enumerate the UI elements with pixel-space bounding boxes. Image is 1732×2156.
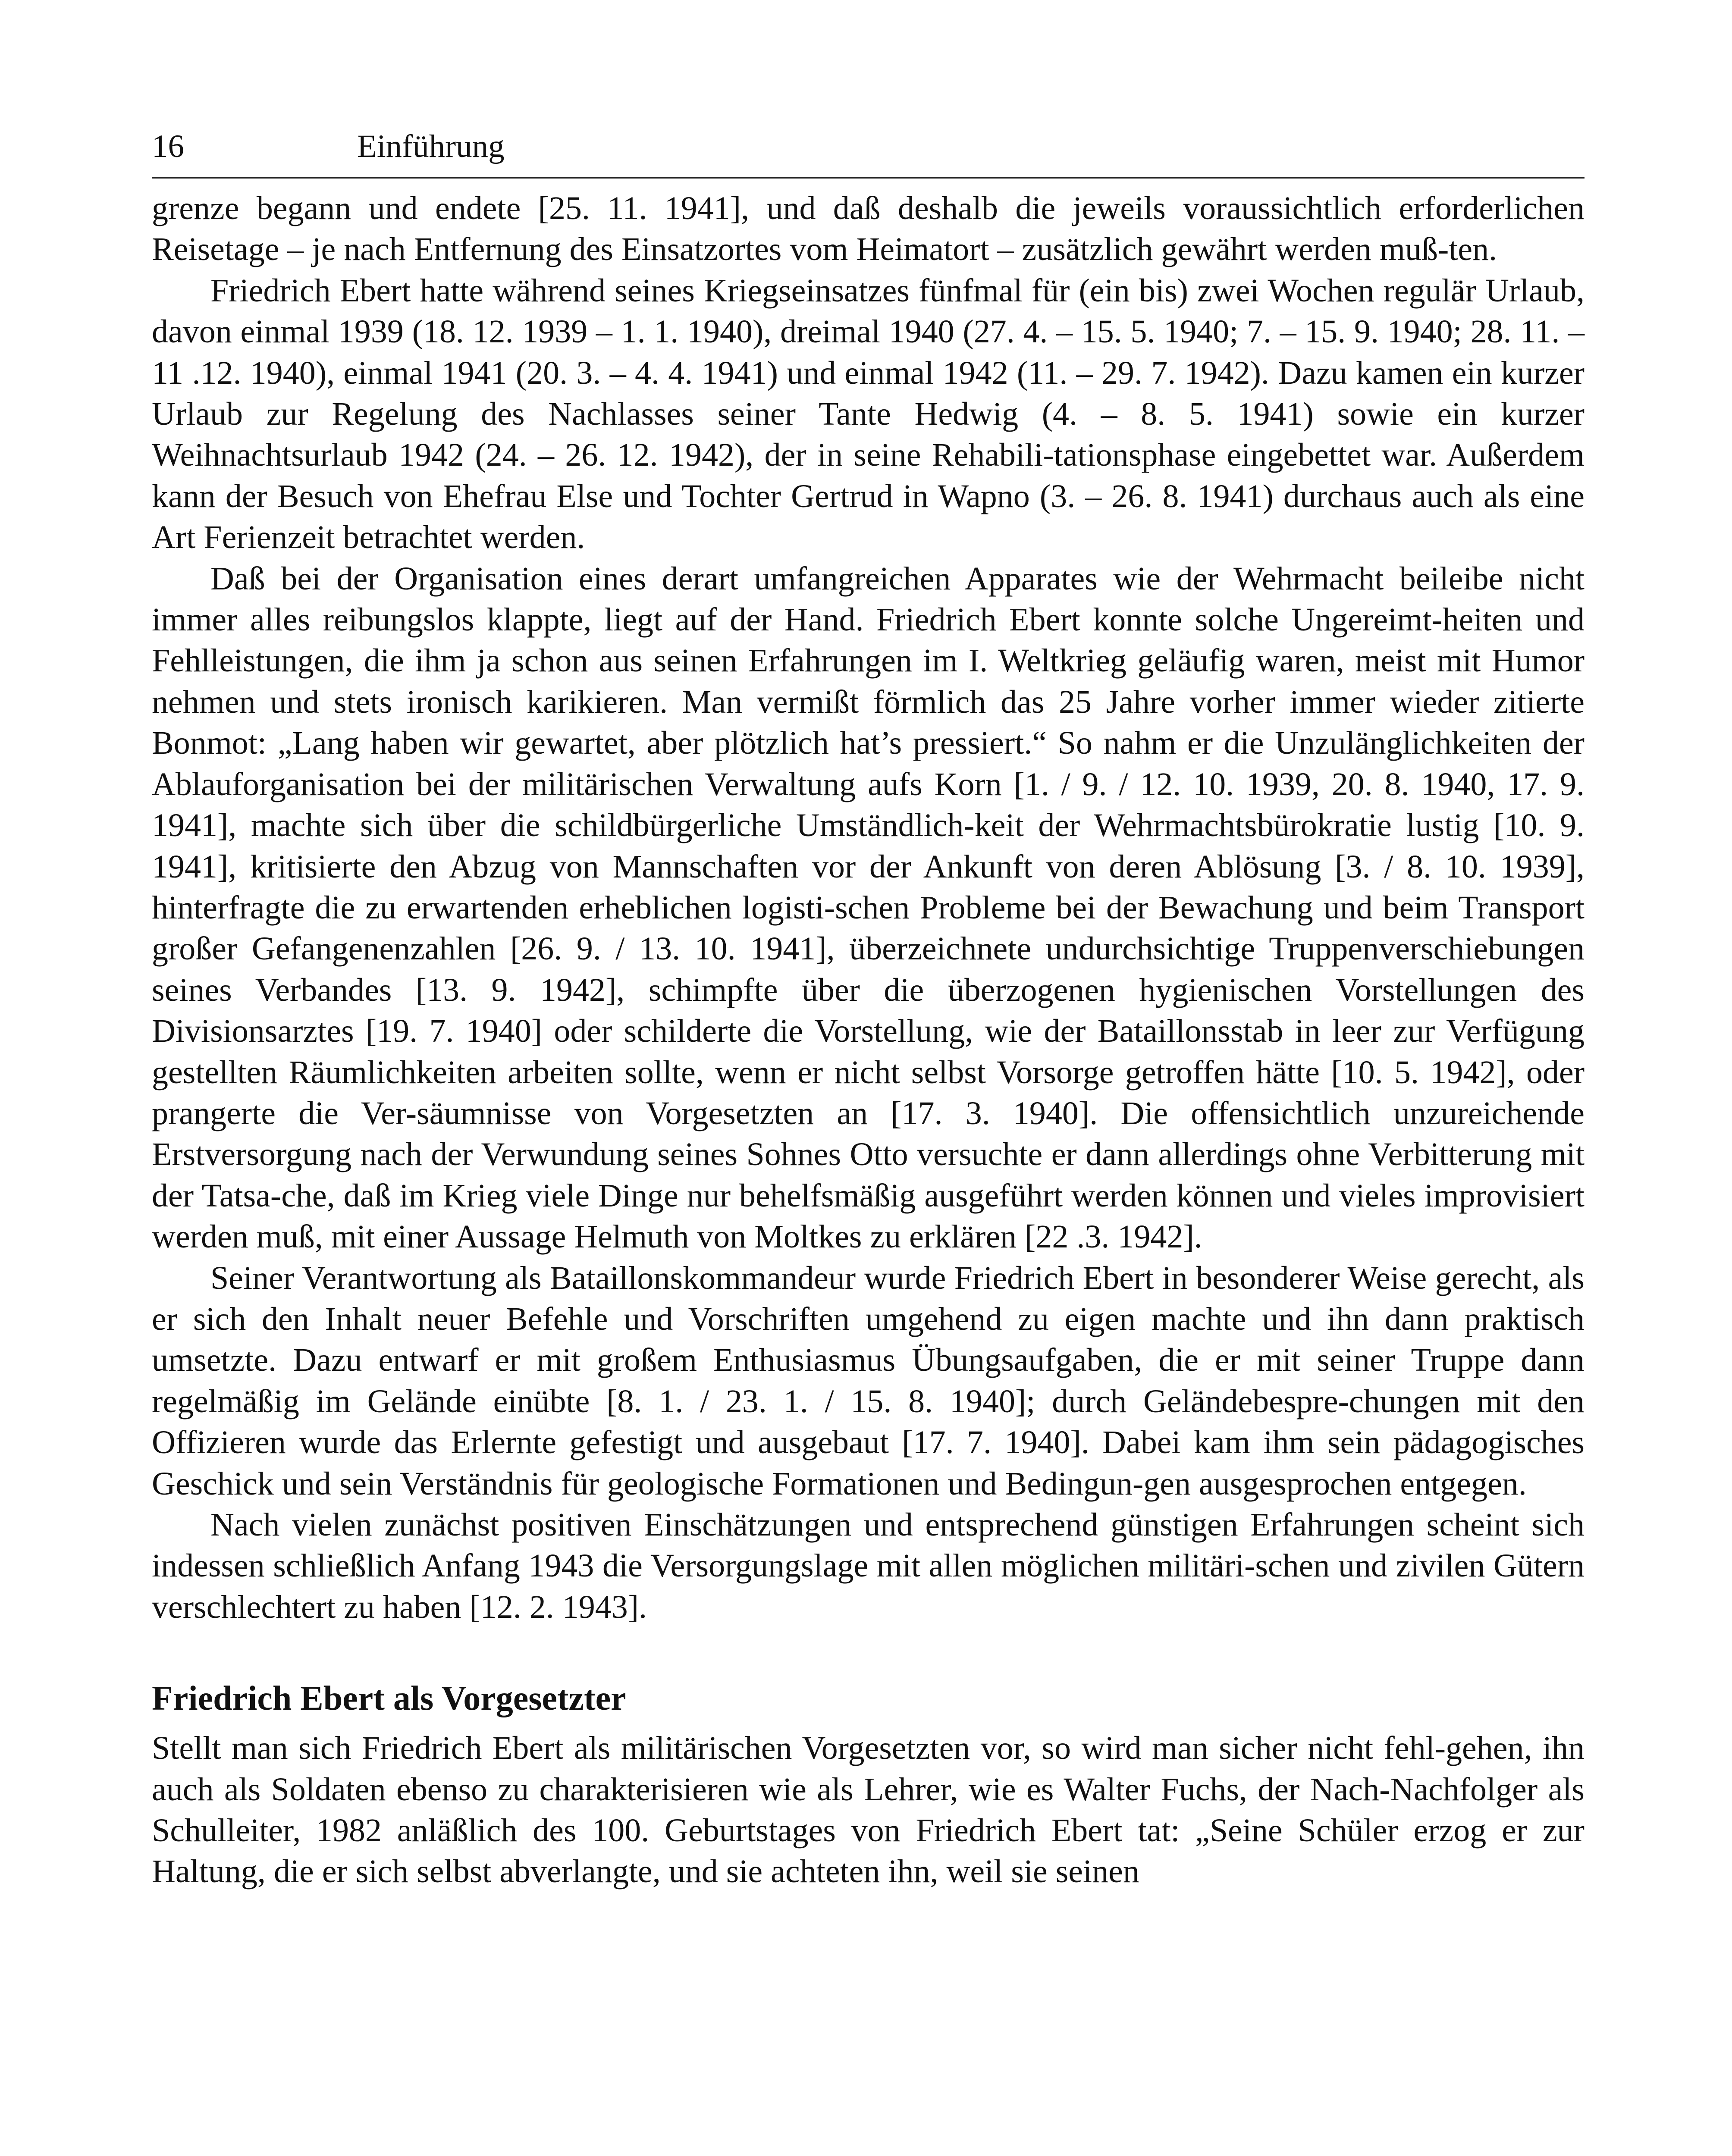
paragraph-responsibility: Seiner Verantwortung als Bataillonskommandeur wurde Friedrich Ebert in besonderer Weise gerecht, als er sich den Inhalt neuer Befehle und Vorschriften umgehend zu eigen machte und ihn dann praktisch umsetzte. Dazu entwarf er mit großem Enthusiasmus Übungsaufgaben, die er mit seiner Truppe dann regelmäßig im Gelände einübte [8. 1. / 23. 1. / 15. 8. 1940]; durch Geländebespre-chungen mit den Offizieren wurde das Erlernte gefestigt und ausgebaut [17. 7. 1940]. Dabei kam ihm sein pädagogisches Geschick und sein Verständnis für geologische Formationen und Bedingun-gen ausgesprochen entgegen.	[152, 1260, 1585, 1502]
book-page	[152, 116, 1585, 1893]
page-number: 16	[152, 128, 184, 164]
body-text	[152, 188, 1585, 1893]
running-head	[152, 116, 1585, 179]
section-heading: Friedrich Ebert als Vorgesetzter	[152, 1680, 626, 1718]
paragraph-supply: Nach vielen zunächst positiven Einschätzungen und entsprechend günstigen Erfahrungen scheint sich indessen schließlich Anfang 1943 die Versorgungslage mit allen möglichen militäri-schen und zivilen Gütern verschlechtert zu haben [12. 2. 1943].	[152, 1507, 1585, 1625]
paragraph-vacation: Friedrich Ebert hatte während seines Kriegseinsatzes fünfmal für (ein bis) zwei Wochen regulär Urlaub, davon einmal 1939 (18. 12. 1939 – 1. 1. 1940), dreimal 1940 (27. 4. – 15. 5. 1940; 7. – 15. 9. 1940; 28. 11. – 11 .12. 1940), einmal 1941 (20. 3. – 4. 4. 1941) und einmal 1942 (11. – 29. 7. 1942). Dazu kamen ein kurzer Urlaub zur Regelung des Nachlasses seiner Tante Hedwig (4. – 8. 5. 1941) sowie ein kurzer Weihnachtsurlaub 1942 (24. – 26. 12. 1942), der in seine Rehabili-tationsphase eingebettet war. Außerdem kann der Besuch von Ehefrau Else und Tochter Gertrud in Wapno (3. – 26. 8. 1941) durchaus auch als eine Art Ferienzeit betrachtet werden.	[152, 272, 1585, 556]
paragraph-continued: grenze begann und endete [25. 11. 1941], und daß deshalb die jeweils voraussichtlich erforderlichen Reisetage – je nach Entfernung des Einsatzortes vom Heimatort – zusätzlich gewährt werden muß-ten.	[152, 190, 1585, 268]
running-title: Einführung	[357, 128, 505, 164]
paragraph-organization: Daß bei der Organisation eines derart umfangreichen Apparates wie der Wehrmacht beileibe nicht immer alles reibungslos klappte, liegt auf der Hand. Friedrich Ebert konnte solche Ungereimt-heiten und Fehlleistungen, die ihm ja schon aus seinen Erfahrungen im I. Weltkrieg geläufig waren, meist mit Humor nehmen und stets ironisch karikieren. Man vermißt förmlich das 25 Jahre vorher immer wieder zitierte Bonmot: „Lang haben wir gewartet, aber plötzlich hat’s pressiert.“ So nahm er die Unzulänglichkeiten der Ablauforganisation bei der militärischen Verwaltung aufs Korn [1. / 9. / 12. 10. 1939, 20. 8. 1940, 17. 9. 1941], machte sich über die schildbürgerliche Umständlich-keit der Wehrmachtsbürokratie lustig [10. 9. 1941], kritisierte den Abzug von Mannschaften vor der Ankunft von deren Ablösung [3. / 8. 10. 1939], hinterfragte die zu erwartenden erheblichen logisti-schen Probleme bei der Bewachung und beim Transport großer Gefangenenzahlen [26. 9. / 13. 10. 1941], überzeichnete undurchsichtige Truppenverschiebungen seines Verbandes [13. 9. 1942], schimpfte über die überzogenen hygienischen Vorstellungen des Divisionsarztes [19. 7. 1940] oder schilderte die Vorstellung, wie der Bataillonsstab in leer zur Verfügung gestellten Räumlichkeiten arbeiten sollte, wenn er nicht selbst Vorsorge getroffen hätte [10. 5. 1942], oder prangerte die Ver-säumnisse von Vorgesetzten an [17. 3. 1940]. Die offensichtlich unzureichende Erstversorgung nach der Verwundung seines Sohnes Otto versuchte er dann allerdings ohne Verbitterung mit der Tatsa-che, daß im Krieg viele Dinge nur behelfsmäßig ausgeführt werden können und vieles improvisiert werden muß, mit einer Aussage Helmuth von Moltkes zu erklären [22 .3. 1942].	[152, 560, 1585, 1255]
paragraph-superior: Stellt man sich Friedrich Ebert als militärischen Vorgesetzten vor, so wird man sicher nicht fehl-gehen, ihn auch als Soldaten ebenso zu charakterisieren wie als Lehrer, wie es Walter Fuchs, der Nach-Nachfolger als Schulleiter, 1982 anläßlich des 100. Geburtstages von Friedrich Ebert tat: „Seine Schüler erzog er zur Haltung, die er sich selbst abverlangte, und sie achteten ihn, weil sie seinen	[152, 1730, 1585, 1890]
